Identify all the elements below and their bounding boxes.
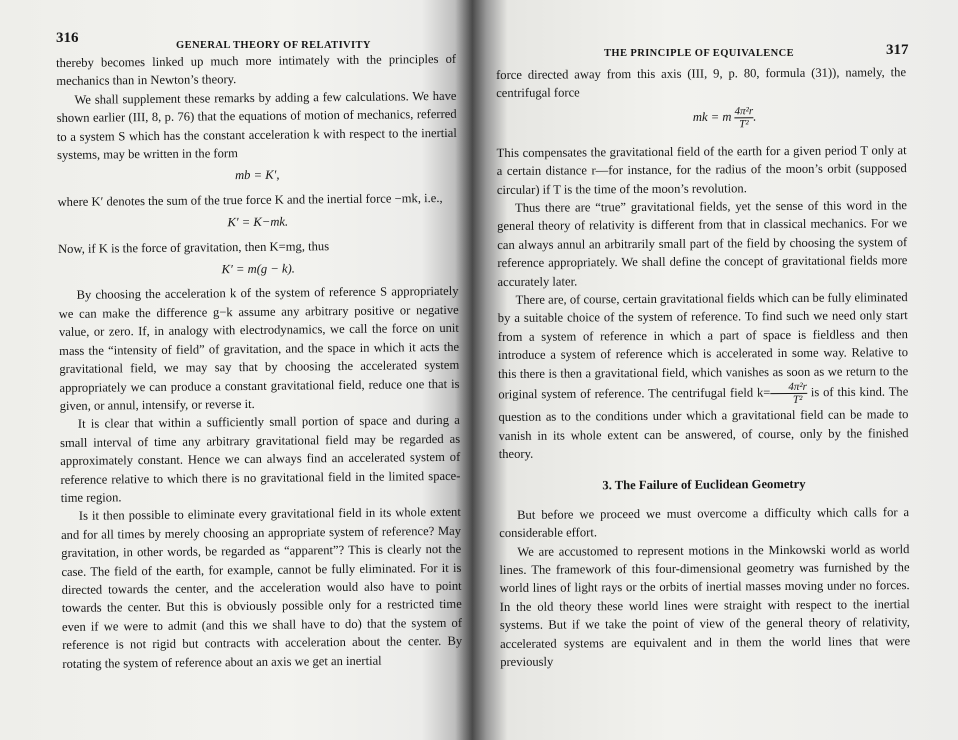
equation (496, 104, 906, 132)
equation: K′ = m(g − k). (221, 261, 295, 277)
body-text (56, 50, 462, 673)
fraction (734, 105, 757, 131)
paragraph: thereby becomes linked up much more intimately with the principles of mechanics than in Newton’s theory. (56, 51, 457, 89)
denominator: T² (735, 117, 754, 130)
equation: mb = K′, (234, 168, 280, 183)
denominator: T² (770, 393, 807, 406)
paragraph: It is clear that within a sufficiently small portion of space and during a small interval of time any arbitrary gravitational field may be regarded as approximately constant. Hence we can always find an accelerated system of reference relative to which there is no gravitational field in the limited space-time region. (59, 413, 461, 505)
paragraph: But before we proceed we must overcome a difficulty which calls for a considerable effort. (499, 504, 910, 541)
equation-end: . (753, 109, 757, 124)
page-number: 317 (886, 42, 909, 58)
paragraph: force directed away from this axis (III, 9, p. 80, formula (31)), namely, the centrifugal force (496, 65, 907, 101)
paragraph-text: is of this kind. The question as to the conditions under which a gravitational field can be made to vanish in its whole extent can be answered, of course, only by the finished theory. (498, 384, 909, 461)
paragraph: This compensates the gravitational field of the earth for a given period T only at a certain distance r—for instance, for the radius of the moon’s orbit (supposed circular) if T is the time of the moon’s revolution. (496, 142, 907, 197)
paragraph-text: There are, of course, certain gravitational fields which can be fully eliminated by a suitable choice of the system of reference. To find such we need only start from a system of reference in which a part of space is fieldless and then introduce a system of reference which is accelerated in some way. Relative to this there is then a gravitational field, which vanishes as soon as we return to the original system of reference. The centrifugal field k= (497, 290, 909, 402)
paragraph: We shall supplement these remarks by adding a few calculations. We have shown earlier (III, 8, p. 76) that the equations of motion of mechanics, referred to a system S which has the constant acceleration k with respect to the inertial systems, may be written in the form (56, 88, 457, 163)
page-number: 316 (56, 30, 79, 46)
paragraph: By choosing the acceleration k of the system of reference S appropriately we can make the difference g−k assume any arbitrary positive or negative value, or zero. If, in analogy with electrodynamics, we call the force on unit mass the “intensity of field” of gravitation, and the space in which it acts the gravitational field, we may say that by choosing the accelerated system appropriately we can produce a constant gravitational field, reduce one that is given, or annul, intensify, or reverse it. (58, 284, 460, 413)
right-page (488, 0, 958, 740)
equation-lhs: mk = m (692, 109, 732, 124)
numerator: 4π²r (788, 380, 807, 394)
paragraph: Thus there are “true” gravitational fields, yet the sense of this word in the general theory of relativity is different from that in classical mechanics. For we can always annul an arbitrarily small part of the field by choosing the system of reference appropriately. We shall define the concept of gravitational fields more accurately later. (497, 198, 908, 289)
paragraph (498, 288, 909, 463)
section-heading: 3. The Failure of Euclidean Geometry (602, 477, 806, 493)
equation: K′ = K−mk. (227, 214, 289, 230)
running-head: THE PRINCIPLE OF EQUIVALENCE (604, 48, 795, 59)
running-head: GENERAL THEORY OF RELATIVITY (176, 40, 371, 51)
paragraph: We are accustomed to represent motions in the Minkowski world as world lines. The framework of this four-dimensional geometry was furnished by the world lines of light rays or the orbits of inertial masses moving under no forces. In the old theory these world lines were straight with respect to the inertial systems. But if we take the point of view of the general theory of relativity, accelerated systems are equivalent and in them the world lines that were previously (499, 541, 911, 669)
paragraph: where K′ denotes the sum of the true force K and the inertial force −mk, i.e., (57, 190, 443, 209)
paragraph: Now, if K is the force of gravitation, then K=mg, thus (57, 238, 330, 256)
paragraph: Is it then possible to eliminate every gravitational field in its whole extent and for all times by merely choosing an appropriate system of reference? May gravitation, in other words, be regarded as “apparent”? This is clearly not the case. The field of the earth, for example, cannot be fully eliminated. For it is directed towards the center, and the acceleration would also have to point towards the center. But this is obviously possible only for a restricted time even if we were to admit (and this we shall have to do) that the system of reference is not rigid but contracts with acceleration about the center. By rotating the system of reference about an axis we get an inertial (60, 505, 463, 671)
numerator: 4π²r (734, 105, 754, 118)
body-text (496, 63, 910, 671)
fraction (770, 381, 807, 406)
